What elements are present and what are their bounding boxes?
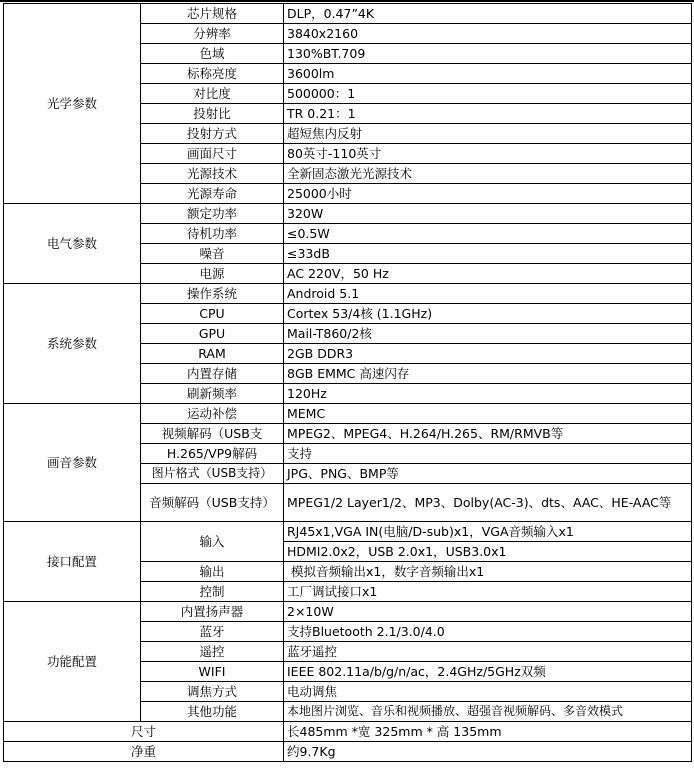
spec-value: IEEE 802.11a/b/g/n/ac，2.4GHz/5GHz双频	[284, 662, 692, 682]
category-av: 画音参数	[4, 404, 141, 522]
spec-label: 图片格式（USB支持）	[141, 464, 284, 484]
spec-value: RJ45x1,VGA IN(电脑/D-sub)x1，VGA音频输入x1	[284, 522, 692, 542]
spec-value: AC 220V，50 Hz	[284, 264, 692, 284]
spec-label: 色域	[141, 44, 284, 64]
spec-value: 500000：1	[284, 84, 692, 104]
spec-label: 投射方式	[141, 124, 284, 144]
spec-label: 画面尺寸	[141, 144, 284, 164]
spec-value: 蓝牙遥控	[284, 642, 692, 662]
top-border	[0, 0, 694, 2]
spec-label: 对比度	[141, 84, 284, 104]
weight-label: 净重	[4, 742, 284, 762]
dimensions-value: 长485mm *宽 325mm * 高 135mm	[284, 722, 692, 742]
spec-label: 操作系统	[141, 284, 284, 304]
category-optics: 光学参数	[4, 4, 141, 204]
category-features: 功能配置	[4, 602, 141, 722]
spec-value: TR 0.21：1	[284, 104, 692, 124]
spec-label: 噪音	[141, 244, 284, 264]
spec-value: 3840x2160	[284, 24, 692, 44]
spec-value: Cortex 53/4核 (1.1GHz)	[284, 304, 692, 324]
category-interfaces: 接口配置	[4, 522, 141, 602]
spec-value: 2GB DDR3	[284, 344, 692, 364]
spec-table	[3, 3, 692, 762]
spec-value: 支持Bluetooth 2.1/3.0/4.0	[284, 622, 692, 642]
spec-value: 全新固态激光光源技术	[284, 164, 692, 184]
spec-label: WIFI	[141, 662, 284, 682]
spec-value: 8GB EMMC 高速闪存	[284, 364, 692, 384]
spec-label: 音频解码（USB支持）	[141, 484, 284, 522]
spec-label: 运动补偿	[141, 404, 284, 424]
category-system: 系统参数	[4, 284, 141, 404]
spec-value: 支持	[284, 444, 692, 464]
spec-label: 光源寿命	[141, 184, 284, 204]
spec-label: RAM	[141, 344, 284, 364]
dimensions-label: 尺寸	[4, 722, 284, 742]
spec-label: 遥控	[141, 642, 284, 662]
spec-value: DLP，0.47”4K	[284, 4, 692, 24]
spec-value: Android 5.1	[284, 284, 692, 304]
spec-value: MPEG2、MPEG4、H.264/H.265、RM/RMVB等	[284, 424, 692, 444]
spec-label: 视频解码（USB支	[141, 424, 284, 444]
weight-value: 约9.7Kg	[284, 742, 692, 762]
category-electrical: 电气参数	[4, 204, 141, 284]
spec-value: 超短焦内反射	[284, 124, 692, 144]
spec-value: 模拟音频输出x1，数字音频输出x1	[284, 562, 692, 582]
spec-value: 本地图片浏览、音乐和视频播放、超强音视频解码、多音效模式	[284, 702, 692, 722]
spec-value: HDMI2.0x2，USB 2.0x1，USB3.0x1	[284, 542, 692, 562]
spec-label: 其他功能	[141, 702, 284, 722]
spec-label: GPU	[141, 324, 284, 344]
spec-label: 投射比	[141, 104, 284, 124]
spec-label: 输出	[141, 562, 284, 582]
spec-value: 工厂调试接口x1	[284, 582, 692, 602]
spec-value: ≤33dB	[284, 244, 692, 264]
spec-label: 电源	[141, 264, 284, 284]
spec-value: MEMC	[284, 404, 692, 424]
spec-value: 3600lm	[284, 64, 692, 84]
spec-value: 120Hz	[284, 384, 692, 404]
spec-label: 调焦方式	[141, 682, 284, 702]
spec-value: 2×10W	[284, 602, 692, 622]
spec-label: 内置存储	[141, 364, 284, 384]
spec-label: 额定功率	[141, 204, 284, 224]
spec-label: CPU	[141, 304, 284, 324]
spec-label: H.265/VP9解码	[141, 444, 284, 464]
spec-label: 内置扬声器	[141, 602, 284, 622]
spec-label: 控制	[141, 582, 284, 602]
spec-label: 刷新频率	[141, 384, 284, 404]
spec-label: 待机功率	[141, 224, 284, 244]
spec-label: 输入	[141, 522, 284, 562]
spec-label: 标称亮度	[141, 64, 284, 84]
spec-value: 130%BT.709	[284, 44, 692, 64]
spec-value: JPG、PNG、BMP等	[284, 464, 692, 484]
spec-value: 25000小时	[284, 184, 692, 204]
spec-value: Mail-T860/2核	[284, 324, 692, 344]
spec-label: 光源技术	[141, 164, 284, 184]
spec-value: 320W	[284, 204, 692, 224]
spec-label: 芯片规格	[141, 4, 284, 24]
spec-value: 电动调焦	[284, 682, 692, 702]
spec-label: 蓝牙	[141, 622, 284, 642]
spec-value: ≤0.5W	[284, 224, 692, 244]
spec-value: 80英寸-110英寸	[284, 144, 692, 164]
spec-value: MPEG1/2 Layer1/2、MP3、Dolby(AC-3)、dts、AAC、HE-AAC等	[284, 484, 692, 522]
spec-label: 分辨率	[141, 24, 284, 44]
